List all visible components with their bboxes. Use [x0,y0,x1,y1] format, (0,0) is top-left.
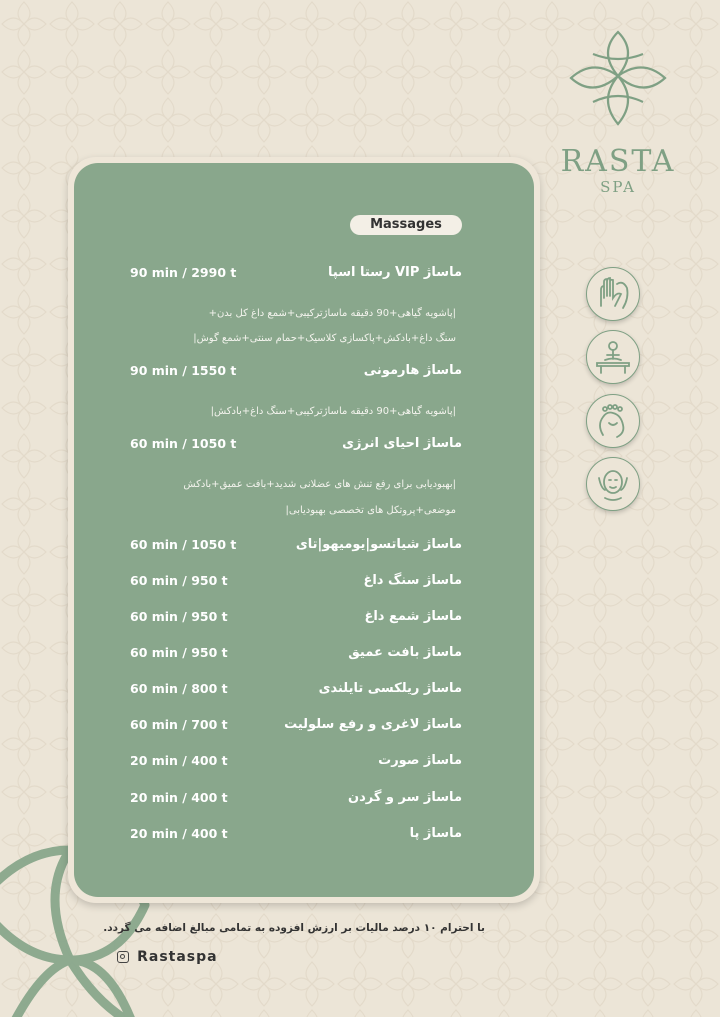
item-price: 60 min / 1050 t [130,436,237,451]
item-description: سنگ داغ+بادکش+پاکسازی کلاسیک+حمام سنتی+شمع گوش| [193,333,456,344]
social-handle[interactable] [117,946,218,966]
menu-item [124,753,462,773]
item-price: 90 min / 1550 t [130,363,237,378]
item-description: |پاشویه گیاهی+90 دقیقه ماساژترکیبی+شمع داغ کل بدن+ [208,308,456,319]
item-price: 60 min / 700 t [130,717,228,732]
instagram-handle[interactable]: Rastaspa [137,948,218,965]
item-description: موضعی+پروتکل های تخصصی بهبودیابی| [285,505,456,516]
menu-item [124,717,462,737]
menu-card-inner [74,163,534,897]
menu-item [124,537,462,557]
item-name: ماساژ صورت [378,753,462,768]
item-description: |پاشویه گیاهی+90 دقیقه ماساژترکیبی+سنگ داغ+بادکش| [210,406,456,417]
menu-item [124,790,462,810]
instagram-icon [117,951,129,963]
item-name: ماساژ شیاتسو|یومیهو|تای [295,537,462,552]
brand-name: RASTA [560,144,676,179]
item-price: 60 min / 950 t [130,573,228,588]
menu-item [124,436,462,456]
item-price: 60 min / 950 t [130,609,228,624]
item-name: ماساژ احیای انرژی [342,436,462,451]
brand-logo [548,28,688,196]
hand-massage-icon [586,267,640,321]
facial-massage-icon [586,457,640,511]
item-name: ماساژ لاغری و رفع سلولیت [284,717,462,732]
item-name: ماساژ سر و گردن [347,790,462,805]
menu-item [124,826,462,846]
menu-item [124,681,462,701]
massage-table-icon [586,330,640,384]
menu-item [124,363,462,383]
item-name: ماساژ VIP رستا اسپا [328,265,462,280]
lattice-logo-icon [563,28,673,128]
menu-item [124,265,462,285]
item-name: ماساژ ریلکسی تایلندی [318,681,462,696]
brand-subtitle: SPA [600,178,636,196]
menu-item [124,573,462,593]
item-price: 20 min / 400 t [130,753,228,768]
item-price: 60 min / 1050 t [130,537,237,552]
item-name: ماساژ پا [409,826,462,841]
item-price: 60 min / 800 t [130,681,228,696]
item-price: 60 min / 950 t [130,645,228,660]
tax-note: با احترام ۱۰ درصد مالیات بر ارزش افزوده به تمامی مبالغ اضافه می گردد. [103,922,485,934]
item-name: ماساژ شمع داغ [364,609,462,624]
menu-item [124,645,462,665]
item-price: 90 min / 2990 t [130,265,237,280]
item-name: ماساژ هارمونی [363,363,462,378]
menu-card [68,157,540,903]
item-name: ماساژ سنگ داغ [363,573,462,588]
item-description: |بهبودیابی برای رفع تنش های عضلانی شدید+بافت عمیق+بادکش [183,479,456,490]
section-title: Massages [350,215,462,235]
item-price: 20 min / 400 t [130,826,228,841]
item-price: 20 min / 400 t [130,790,228,805]
menu-item [124,609,462,629]
item-name: ماساژ بافت عمیق [348,645,462,660]
foot-massage-icon [586,394,640,448]
